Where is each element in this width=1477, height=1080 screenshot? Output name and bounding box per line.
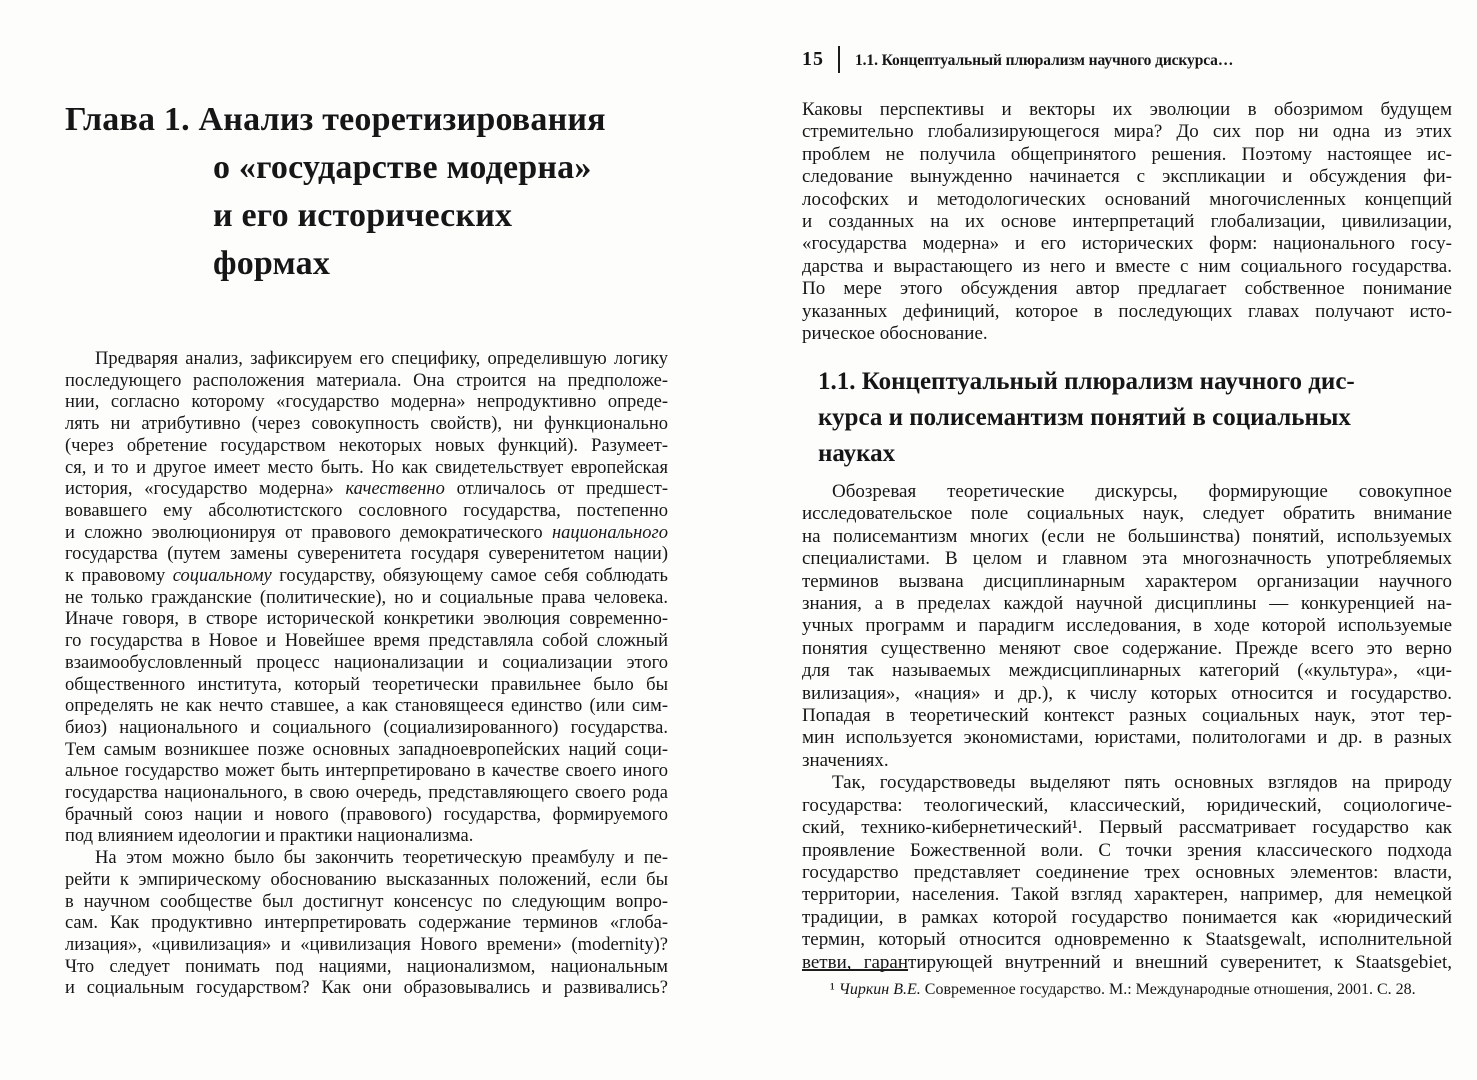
text-line: Глава 1. Анализ теоретизирования (65, 101, 606, 138)
running-header-title: 1.1. Концептуальный плюрализм научного дискурса… (855, 51, 1234, 69)
paragraph (802, 99, 1452, 345)
text-line: ский, технико-кибернетический¹. Первый рассматривает государство как (802, 817, 1452, 839)
section-heading (818, 364, 1443, 472)
text-line: взаимообусловленный процесс национализации и социализации этого (65, 652, 668, 673)
text-line: и социальным государством? Как они образовывались и развивались? (65, 978, 668, 999)
text-line: дарства и вырастающего из него и вместе с ним социального государства. (802, 255, 1452, 277)
right-page-intro-text (802, 99, 1452, 345)
text-line: государства: теологический, классический, юридический, социологиче- (802, 794, 1452, 816)
text-line: и его исторических (213, 197, 513, 234)
text-line: традиции, в рамках которой государство понимается как «юридический (802, 906, 1452, 928)
chapter-title (65, 96, 685, 288)
text-line: государства национального, в свою очередь, представляющего своего рода (65, 783, 668, 804)
text-line: На этом можно было бы закончить теоретическую преамбулу и пе- (95, 848, 668, 869)
right-page (802, 0, 1452, 1080)
text-line: территории, населения. Такой взгляд характерен, например, для немецкой (802, 884, 1452, 906)
text-line: и созданных на их основе интерпретаций глобализации, цивилизации, (802, 211, 1452, 233)
running-header (802, 46, 1452, 73)
text-line: проблем не получила общепринятого решения. Поэтому настоящее ис- (802, 143, 1452, 165)
text-line: для так называемых междисциплинарных категорий («культура», «ци- (802, 660, 1452, 682)
text-line: вилизация», «нация» и др.), к числу которых относится и государство. (802, 682, 1452, 704)
text-line: указанных дефиниций, которое в последующих главах получают исто- (802, 300, 1452, 322)
text-line: Попадая в теоретический контекст разных социальных наук, этот тер- (802, 705, 1452, 727)
text-line: государство представляет соединение трех основных элементов: власти, (802, 861, 1452, 883)
text-line: альное государство может быть интерпретировано в качестве своего иного (65, 761, 668, 782)
text-line: формах (213, 245, 331, 282)
text-line: (через обретение государством некоторых новых функций). Разумеет- (65, 435, 668, 456)
text-line: брачный союз нации и нового (правового) государства, формируемого (65, 804, 668, 825)
paragraph (65, 848, 668, 1000)
text-line: к правовому социальному государству, обязующему самое себя соблюдать (65, 566, 668, 587)
text-line: науках (818, 440, 896, 467)
text-line: ся, и то и другое имеет место быть. Но как свидетельствует европейская (65, 457, 668, 478)
text-line: Тем самым возникшее позже основных западноевропейских наций соци- (65, 739, 668, 760)
text-line: По мере этого обсуждения автор предлагает собственное понимание (802, 278, 1452, 300)
paragraph (802, 481, 1452, 772)
footnote-text: ¹ Чиркин В.Е. Современное государство. М.: Международные отношения, 2001. С. 28. (830, 981, 1416, 998)
text-line: лять ни атрибутивно (через совокупность свойств), ни функционально (65, 414, 668, 435)
text-line: лософских и методологических оснований многочисленных концепций (802, 188, 1452, 210)
right-page-body-text (802, 481, 1452, 974)
text-line: учных программ и парадигм исследования, в ходе которой используемые (802, 615, 1452, 637)
text-line: термин, который относится одновременно к Staatsgewalt, исполнительной (802, 929, 1452, 951)
text-line: следование вынужденно начинается с экспликации и обсуждения фи- (802, 166, 1452, 188)
footnote (802, 969, 1450, 1000)
text-line: стремительно глобализирующегося мира? До сих пор ни одна из этих (802, 121, 1452, 143)
text-line: нии, согласно которому «государство модерна» непродуктивно опреде- (65, 392, 668, 413)
text-line: государства (путем замены суверенитета государя суверенитетом нации) (65, 544, 668, 565)
text-line: биоз) национального и социального (социализированного) государства. (65, 717, 668, 738)
text-line: рейти к эмпирическому обоснованию высказанных положений, если бы (65, 869, 668, 890)
page-number: 15 (802, 48, 824, 70)
text-line: значениях. (802, 749, 889, 771)
text-line: знания, а в пределах каждой научной дисциплины — конкуренцией на- (802, 593, 1452, 615)
text-line: го государства в Новое и Новейшее время представляла собой сложный (65, 631, 668, 652)
text-line: «государства модерна» и его исторических форм: национального госу- (802, 233, 1452, 255)
paragraph (802, 772, 1452, 974)
text-line: проявление Божественной воли. С точки зрения классического подхода (802, 839, 1452, 861)
text-line: Обозревая теоретические дискурсы, формирующие совокупное (832, 481, 1452, 502)
text-line: исследовательское поле социальных наук, следует обратить внимание (802, 503, 1452, 525)
text-line: понятия существенно меняют свое содержание. Прежде всего это верно (802, 637, 1452, 659)
text-line: под влиянием идеологии и практики национализма. (65, 826, 474, 847)
text-line: специалистами. В целом и главном эта многозначность употребляемых (802, 548, 1452, 570)
text-line: Предваряя анализ, зафиксируем его специфику, определившую логику (95, 349, 668, 369)
text-line: сам. Как продуктивно интерпретировать содержание терминов «глоба- (65, 913, 668, 934)
footnote-rule (802, 969, 908, 971)
text-line: лизация», «цивилизация» и «цивилизация Нового времени» (modernity)? (65, 934, 668, 955)
text-line: и сложно эволюционируя от правового демократического национального (65, 522, 668, 543)
text-line: Что следует понимать под нациями, национализмом, национальным (65, 956, 668, 977)
text-line: терминов вызвана дисциплинарным характером организации научного (802, 570, 1452, 592)
left-page-body-text (65, 349, 668, 1000)
text-line: в научном сообществе был достигнут консенсус по следующим вопро- (65, 891, 668, 912)
text-line: Так, государствоведы выделяют пять основных взглядов на природу (832, 772, 1452, 794)
text-line: вовавшего ему абсолютистского сословного государства, постепенно (65, 500, 668, 521)
text-line: о «государстве модерна» (213, 149, 592, 186)
text-line: курса и полисемантизм понятий в социальных (818, 404, 1351, 431)
text-line: Иначе говоря, в створе исторической конкретики эволюция современно- (65, 609, 668, 630)
text-line: последующего расположения материала. Она строится на предположе- (65, 370, 668, 391)
text-line: Каковы перспективы и векторы их эволюции в обозримом будущем (802, 99, 1452, 120)
text-line: на полисемантизм многих (если не большинства) понятий, используемых (802, 525, 1452, 547)
paragraph (65, 349, 668, 848)
text-line: определять не как нечто ставшее, а как становящееся единство (или сим- (65, 696, 668, 717)
header-divider (838, 46, 840, 73)
text-line: рическое обоснование. (802, 323, 988, 345)
text-line: мин используется экономистами, юристами, политологами и др. в разных (802, 727, 1452, 749)
text-line: общественного института, который теоретически правильнее было бы (65, 674, 668, 695)
text-line: не только гражданские (политические), но и социальные права человека. (65, 587, 668, 608)
text-line: история, «государство модерна» качественно отличалось от предшест- (65, 479, 668, 500)
text-line: 1.1. Концептуальный плюрализм научного дис- (818, 368, 1355, 395)
text-line: ветви, гарантирующей внутренний и внешний суверенитет, к Staatsgebiet, (802, 951, 1452, 973)
